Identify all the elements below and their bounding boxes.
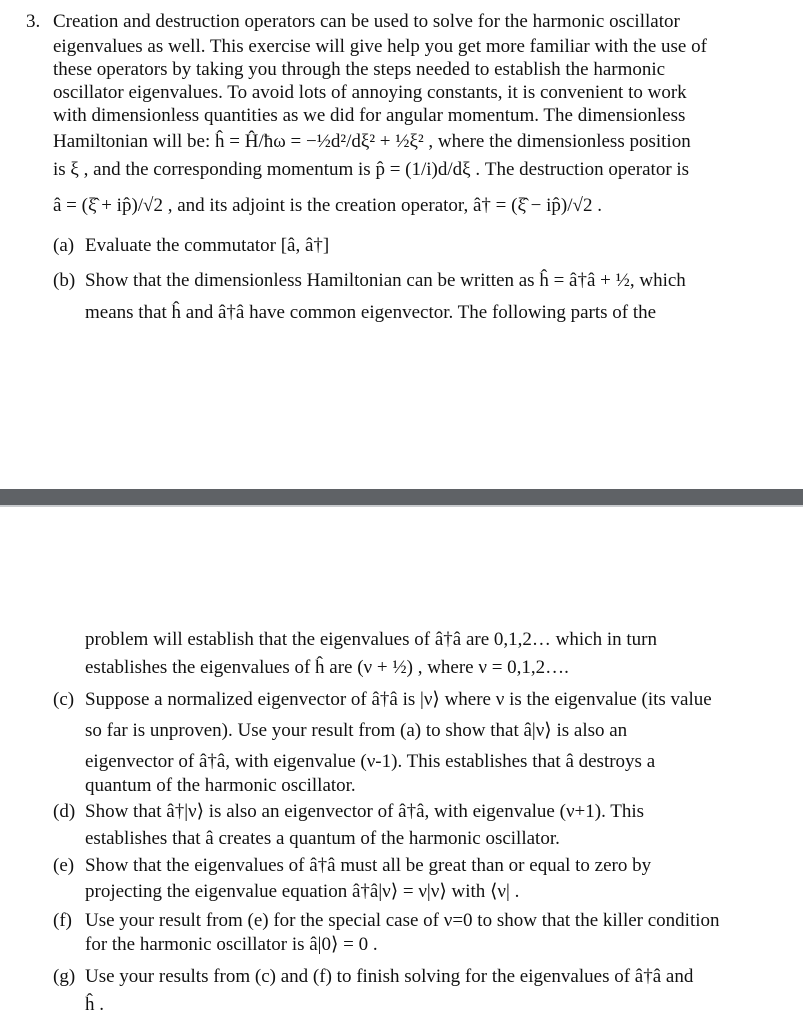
part-c-text: eigenvector of â†â, with eigenvalue (ν-1). This establishes that â destroys a <box>85 751 656 772</box>
page-divider <box>0 489 803 505</box>
part-label: (d) <box>53 801 76 822</box>
part-c-text: so far is unproven). Use your result from (a) to show that â|ν⟩ is also an <box>85 720 628 741</box>
intro-line: Creation and destruction operators can be used to solve for the harmonic oscillator <box>53 11 680 32</box>
intro-line-momentum: is ξ , and the corresponding momentum is p̂ = (1/i)d/dξ . The destruction operator is <box>53 159 690 180</box>
part-e-text: Show that the eigenvalues of â†â must all be great than or equal to zero by <box>85 855 652 876</box>
part-e-text: projecting the eigenvalue equation â†â|ν⟩ = ν|ν⟩ with ⟨ν| . <box>85 881 520 902</box>
continuation-line: establishes the eigenvalues of ĥ are (ν + ½) , where ν = 0,1,2…. <box>85 657 569 678</box>
intro-line: with dimensionless quantities as we did for angular momentum. The dimensionless <box>53 105 686 126</box>
page-divider-edge <box>0 505 803 507</box>
part-f-text: for the harmonic oscillator is â|0⟩ = 0 . <box>85 934 378 955</box>
part-label: (b) <box>53 270 76 291</box>
part-d-text: Show that â†|ν⟩ is also an eigenvector of â†â, with eigenvalue (ν+1). This <box>85 801 645 822</box>
problem-number: 3. <box>26 11 41 32</box>
intro-line-operators: â = (ξ̂ + ip̂)/√2 , and its adjoint is the creation operator, â† = (ξ̂ − ip̂)/√2 . <box>53 195 602 216</box>
intro-line: these operators by taking you through the steps needed to establish the harmonic <box>53 59 666 80</box>
part-c-text: Suppose a normalized eigenvector of â†â is |ν⟩ where ν is the eigenvalue (its value <box>85 689 712 710</box>
part-d-text: establishes that â creates a quantum of the harmonic oscillator. <box>85 828 560 849</box>
intro-line-hamiltonian: Hamiltonian will be: ĥ = Ĥ/ħω = −½d²/dξ² + ½ξ² , where the dimensionless position <box>53 131 691 152</box>
part-label: (e) <box>53 855 75 876</box>
part-b-text: means that ĥ and â†â have common eigenvector. The following parts of the <box>85 302 657 323</box>
part-label: (g) <box>53 966 76 987</box>
part-a-text: Evaluate the commutator [â, â†] <box>85 235 330 256</box>
part-label: (c) <box>53 689 75 710</box>
part-label: (f) <box>53 910 72 931</box>
part-c-text: quantum of the harmonic oscillator. <box>85 775 356 796</box>
intro-line: eigenvalues as well. This exercise will give help you get more familiar with the use of <box>53 36 707 57</box>
intro-line: oscillator eigenvalues. To avoid lots of annoying constants, it is convenient to work <box>53 82 687 103</box>
part-g-text: Use your results from (c) and (f) to finish solving for the eigenvalues of â†â and <box>85 966 694 987</box>
continuation-line: problem will establish that the eigenvalues of â†â are 0,1,2… which in turn <box>85 629 657 650</box>
part-label: (a) <box>53 235 75 256</box>
part-b-text: Show that the dimensionless Hamiltonian can be written as ĥ = â†â + ½, which <box>85 270 686 291</box>
part-f-text: Use your result from (e) for the special case of ν=0 to show that the killer condition <box>85 910 720 931</box>
part-g-text: ĥ . <box>85 994 104 1015</box>
